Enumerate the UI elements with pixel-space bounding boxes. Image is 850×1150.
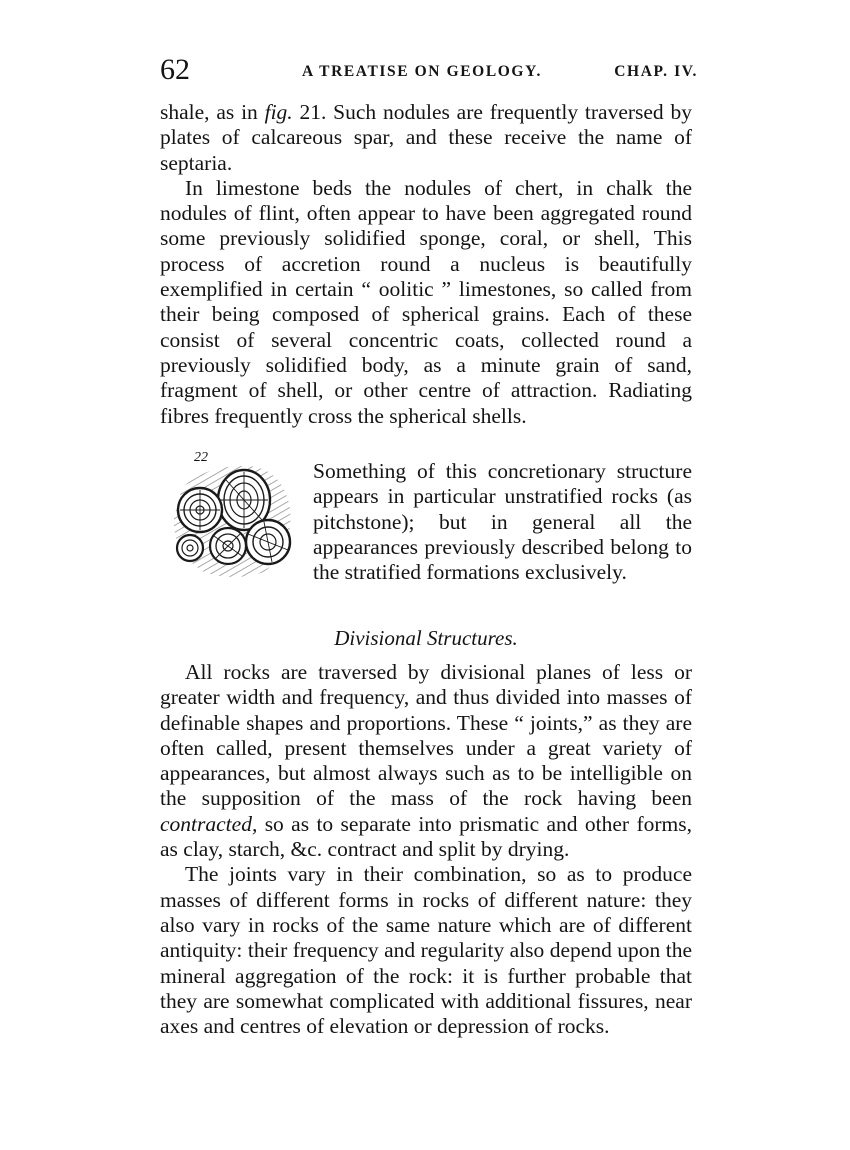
chapter-label: CHAP. IV.	[614, 63, 698, 80]
section-heading: Divisional Structures.	[334, 626, 518, 650]
page-number: 62	[160, 53, 190, 86]
body-text-bottom	[160, 660, 692, 1039]
paragraph: The joints vary in their combination, so as to produce masses of different forms in rocks of different nature: they also vary in rocks of the same nature which are of different antiquity: their frequency and regularity also depend upon the mineral aggregation of the rock: it is further probable that they are somewhat complicated with additional fissures, near axes and centres of elevation or depression of rocks.	[160, 862, 692, 1039]
paragraph: In limestone beds the nodules of chert, in chalk the nodules of flint, often appear to have been aggregated round some previously solidified sponge, coral, or shell, This process of accretion round a nucleus is beautifully exemplified in certain “ oolitic ” limestones, so called from their being composed of spherical grains. Each of these consist of several concentric coats, collected round a previously solidified body, as a minute grain of sand, fragment of shell, or other centre of attraction. Radiating fibres frequently cross the spherical shells.	[160, 175, 692, 428]
body-text-top	[160, 100, 692, 429]
paragraph: All rocks are traversed by divisional planes of less or greater width and frequency, and thus divided into masses of definable shapes and proportions. These “ joints,” as they are often called, present themselves under a great variety of appearances, but almost always such as to be intelligible on the supposition of the mass of the rock having been contracted, so as to separate into prismatic and other forms, as clay, starch, &c. contract and split by drying.	[160, 660, 692, 862]
figure-number: 22	[194, 450, 208, 465]
concretion-illustration	[164, 448, 298, 582]
paragraph: shale, as in fig. 21. Such nodules are frequently traversed by plates of calcareous spar, and these receive the name of septaria.	[160, 100, 692, 175]
book-title: A TREATISE ON GEOLOGY.	[302, 63, 542, 80]
body-text-beside-figure	[313, 459, 692, 585]
oolitic-grains-figure	[164, 448, 298, 582]
paragraph: Something of this concretionary structure appears in particular unstratified rocks (as pitchstone); but in general all the appearances previously described belong to the stratified formations exclusively.	[313, 459, 692, 585]
running-head	[160, 52, 698, 92]
